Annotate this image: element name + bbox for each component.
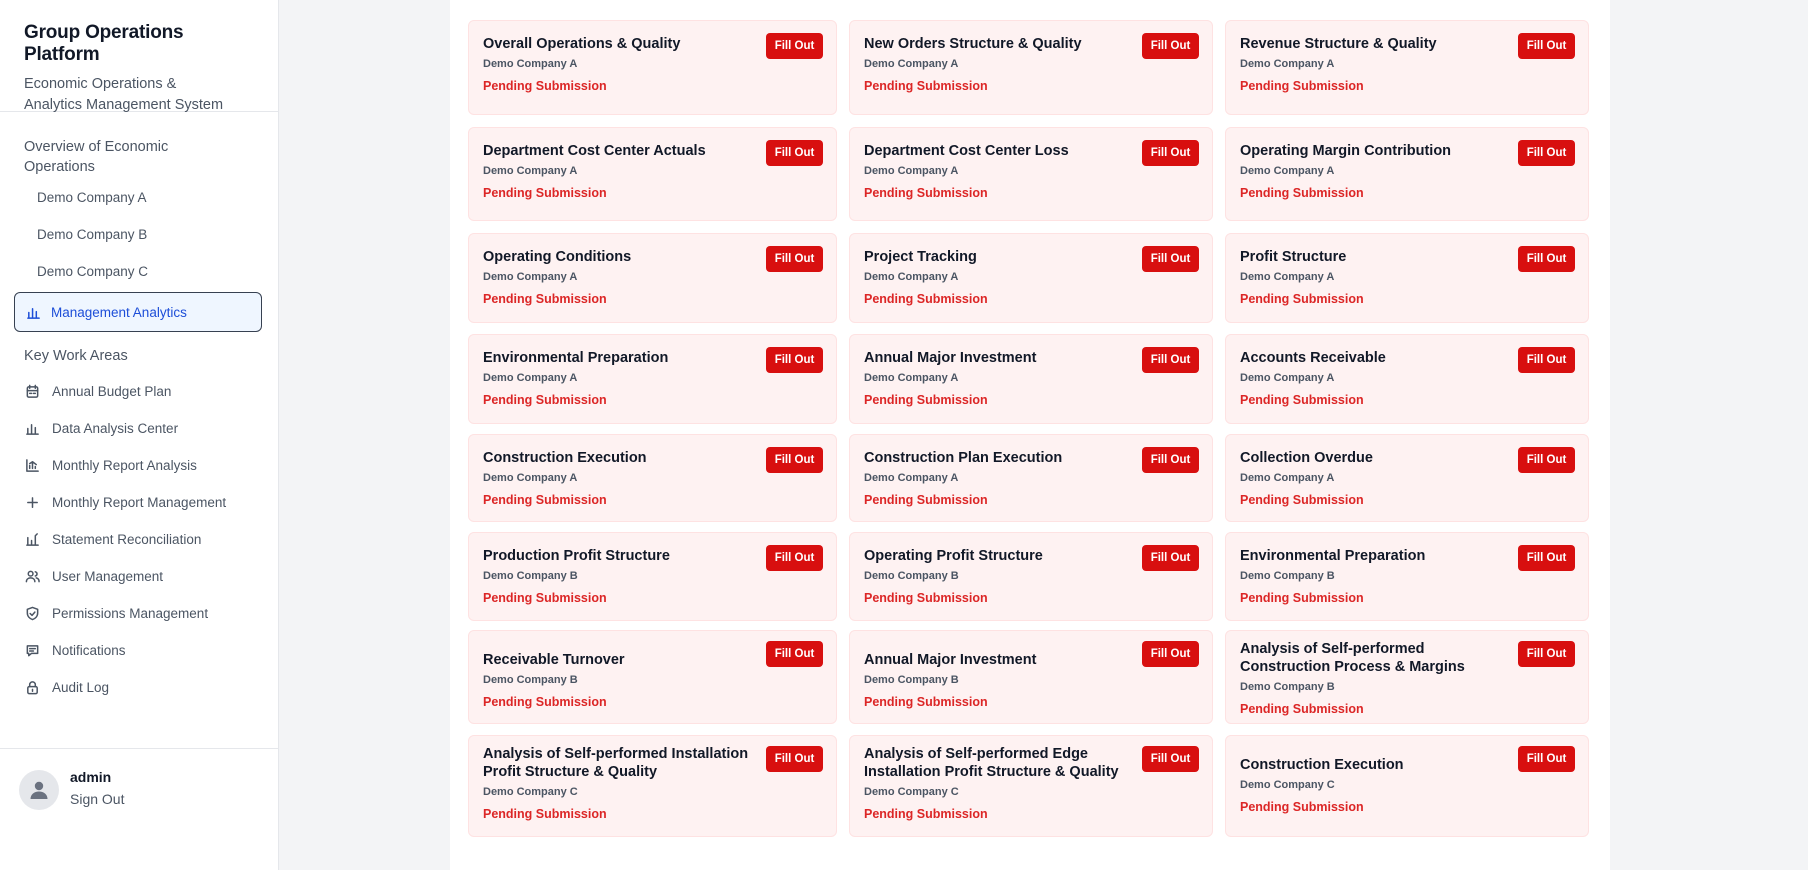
card-company: Demo Company A: [1240, 271, 1335, 283]
card-company: Demo Company C: [864, 786, 959, 798]
card-company: Demo Company A: [864, 58, 959, 70]
sidebar-item-demo-company-a[interactable]: Demo Company A: [37, 190, 147, 205]
form-card: [1225, 434, 1589, 522]
card-company: Demo Company A: [483, 372, 578, 384]
status-badge: Pending Submission: [864, 393, 988, 407]
status-badge: Pending Submission: [1240, 702, 1364, 716]
status-badge: Pending Submission: [864, 493, 988, 507]
sidebar-item-demo-company-c[interactable]: Demo Company C: [37, 264, 149, 279]
fill-out-button[interactable]: Fill Out: [766, 447, 823, 473]
fill-out-button[interactable]: Fill Out: [1142, 140, 1199, 166]
status-badge: Pending Submission: [1240, 79, 1364, 93]
form-card: [1225, 233, 1589, 323]
fill-out-button[interactable]: Fill Out: [1518, 746, 1575, 772]
status-badge: Pending Submission: [483, 695, 607, 709]
sidebar-item-management-analytics[interactable]: [14, 292, 262, 332]
card-company: Demo Company B: [1240, 570, 1335, 582]
status-badge: Pending Submission: [1240, 591, 1364, 605]
card-company: Demo Company A: [864, 472, 959, 484]
card-title: Analysis of Self-performed Edge Installation Profit Structure & Quality: [864, 746, 1119, 780]
form-card: [468, 434, 837, 522]
form-card: [849, 127, 1213, 221]
card-company: Demo Company C: [1240, 779, 1335, 791]
sidebar-item-label: Notifications: [52, 642, 126, 658]
sidebar-item-permissions-management[interactable]: [24, 605, 208, 621]
card-company: Demo Company A: [483, 58, 578, 70]
work-areas-section-title: Key Work Areas: [24, 348, 128, 364]
plus-icon: [24, 494, 40, 510]
fill-out-button[interactable]: Fill Out: [1142, 347, 1199, 373]
status-badge: Pending Submission: [864, 186, 988, 200]
bar-chart-icon: [25, 304, 41, 320]
fill-out-button[interactable]: Fill Out: [1518, 33, 1575, 59]
card-title: Operating Margin Contribution: [1240, 143, 1452, 159]
fill-out-button[interactable]: Fill Out: [1142, 33, 1199, 59]
form-card: [468, 127, 837, 221]
form-card: [468, 20, 837, 115]
card-company: Demo Company B: [864, 674, 959, 686]
fill-out-button[interactable]: Fill Out: [766, 33, 823, 59]
card-company: Demo Company A: [864, 271, 959, 283]
reconcile-chart-icon: [24, 531, 40, 547]
sidebar-item-user-management[interactable]: [24, 568, 163, 584]
overview-section: [0, 137, 230, 177]
card-company: Demo Company B: [864, 570, 959, 582]
fill-out-button[interactable]: Fill Out: [1518, 347, 1575, 373]
sidebar-item-notifications[interactable]: [24, 642, 126, 658]
status-badge: Pending Submission: [483, 591, 607, 605]
card-company: Demo Company B: [1240, 681, 1335, 693]
user-name: admin: [70, 769, 112, 785]
card-title: Overall Operations & Quality: [483, 36, 681, 52]
status-badge: Pending Submission: [483, 186, 607, 200]
card-company: Demo Company C: [483, 786, 578, 798]
status-badge: Pending Submission: [864, 79, 988, 93]
fill-out-button[interactable]: Fill Out: [1142, 246, 1199, 272]
sidebar-item-label: Audit Log: [52, 679, 110, 695]
form-card: [849, 735, 1213, 837]
card-title: Annual Major Investment: [864, 350, 1037, 366]
sidebar-item-data-analysis-center[interactable]: [24, 420, 178, 436]
card-title: Analysis of Self-performed Construction Process & Margins: [1240, 641, 1465, 675]
sidebar-item-label: Monthly Report Management: [52, 494, 227, 510]
sidebar-item-label: Monthly Report Analysis: [52, 457, 197, 473]
card-title: Collection Overdue: [1240, 450, 1373, 466]
card-title: Construction Execution: [1240, 757, 1404, 773]
sidebar: [0, 0, 279, 870]
card-title: Project Tracking: [864, 249, 977, 265]
card-title: Revenue Structure & Quality: [1240, 36, 1437, 52]
lock-icon: [24, 679, 40, 695]
chart-analysis-icon: [24, 457, 40, 473]
bar-chart-icon: [24, 420, 40, 436]
card-company: Demo Company B: [483, 570, 578, 582]
card-title: Annual Major Investment: [864, 652, 1037, 668]
sidebar-item-label: Annual Budget Plan: [52, 383, 172, 399]
status-badge: Pending Submission: [1240, 186, 1364, 200]
sidebar-item-label: Statement Reconciliation: [52, 531, 202, 547]
form-card: [468, 735, 837, 837]
card-company: Demo Company A: [1240, 165, 1335, 177]
card-company: Demo Company A: [483, 271, 578, 283]
fill-out-button[interactable]: Fill Out: [766, 641, 823, 667]
card-title: Operating Profit Structure: [864, 548, 1043, 564]
users-icon: [24, 568, 40, 584]
sign-out-link[interactable]: Sign Out: [70, 791, 125, 807]
card-company: Demo Company B: [483, 674, 578, 686]
sidebar-item-monthly-report-management[interactable]: [24, 494, 226, 510]
card-company: Demo Company A: [483, 165, 578, 177]
status-badge: Pending Submission: [1240, 393, 1364, 407]
user-avatar-icon: [19, 770, 59, 810]
card-title: Department Cost Center Loss: [864, 143, 1069, 159]
card-company: Demo Company A: [483, 472, 578, 484]
sidebar-item-label: Data Analysis Center: [52, 420, 179, 436]
fill-out-button[interactable]: Fill Out: [1142, 447, 1199, 473]
card-title: Accounts Receivable: [1240, 350, 1386, 366]
card-company: Demo Company A: [1240, 58, 1335, 70]
fill-out-button[interactable]: Fill Out: [1518, 246, 1575, 272]
form-card: [468, 630, 837, 724]
message-icon: [24, 642, 40, 658]
calendar-icon: [24, 383, 40, 399]
fill-out-button[interactable]: Fill Out: [1142, 545, 1199, 571]
sidebar-item-demo-company-b[interactable]: Demo Company B: [37, 227, 148, 242]
card-title: Production Profit Structure: [483, 548, 670, 564]
sidebar-item-monthly-report-analysis[interactable]: [24, 457, 197, 473]
status-badge: Pending Submission: [483, 493, 607, 507]
fill-out-button[interactable]: Fill Out: [766, 140, 823, 166]
card-title: Environmental Preparation: [1240, 548, 1426, 564]
fill-out-button[interactable]: Fill Out: [1518, 545, 1575, 571]
main-content: [450, 0, 1610, 870]
fill-out-button[interactable]: Fill Out: [1518, 140, 1575, 166]
form-card: [849, 630, 1213, 724]
status-badge: Pending Submission: [864, 695, 988, 709]
status-badge: Pending Submission: [864, 807, 988, 821]
overview-section-title: Overview of Economic Operations: [24, 139, 169, 175]
card-title: Profit Structure: [1240, 249, 1347, 265]
app-title: Group Operations Platform: [24, 22, 184, 65]
fill-out-button[interactable]: Fill Out: [766, 246, 823, 272]
form-card: [1225, 735, 1589, 837]
card-title: Construction Plan Execution: [864, 450, 1063, 466]
card-title: New Orders Structure & Quality: [864, 36, 1082, 52]
form-card: [849, 233, 1213, 323]
sidebar-item-annual-budget-plan[interactable]: [24, 383, 171, 399]
card-title: Analysis of Self-performed Installation Profit Structure & Quality: [483, 746, 749, 780]
status-badge: Pending Submission: [1240, 800, 1364, 814]
form-card: [849, 434, 1213, 522]
status-badge: Pending Submission: [1240, 493, 1364, 507]
status-badge: Pending Submission: [1240, 292, 1364, 306]
form-card: [1225, 532, 1589, 621]
fill-out-button[interactable]: Fill Out: [1142, 641, 1199, 667]
fill-out-button[interactable]: Fill Out: [1518, 447, 1575, 473]
form-card: [849, 532, 1213, 621]
form-card: [468, 532, 837, 621]
fill-out-button[interactable]: Fill Out: [766, 347, 823, 373]
fill-out-button[interactable]: Fill Out: [1518, 641, 1575, 667]
card-title: Operating Conditions: [483, 249, 632, 265]
form-card: [849, 334, 1213, 424]
form-card: [1225, 630, 1589, 724]
status-badge: Pending Submission: [864, 292, 988, 306]
user-panel: [0, 748, 279, 870]
form-card: [1225, 127, 1589, 221]
card-title: Department Cost Center Actuals: [483, 143, 706, 159]
form-card: [1225, 20, 1589, 115]
card-title: Construction Execution: [483, 450, 647, 466]
status-badge: Pending Submission: [483, 807, 607, 821]
card-company: Demo Company A: [1240, 372, 1335, 384]
card-company: Demo Company A: [864, 372, 959, 384]
sidebar-item-audit-log[interactable]: [24, 679, 109, 695]
fill-out-button[interactable]: Fill Out: [1142, 746, 1199, 772]
form-card: [468, 334, 837, 424]
card-title: Environmental Preparation: [483, 350, 669, 366]
form-card: [1225, 334, 1589, 424]
sidebar-item-label: Permissions Management: [52, 605, 209, 621]
status-badge: Pending Submission: [483, 79, 607, 93]
card-title: Receivable Turnover: [483, 652, 625, 668]
form-card: [849, 20, 1213, 115]
shield-icon: [24, 605, 40, 621]
sidebar-item-statement-reconciliation[interactable]: [24, 531, 201, 547]
sidebar-item-label: User Management: [52, 568, 164, 584]
app-subtitle: Economic Operations & Analytics Management System: [24, 76, 224, 113]
status-badge: Pending Submission: [483, 393, 607, 407]
card-company: Demo Company A: [1240, 472, 1335, 484]
fill-out-button[interactable]: Fill Out: [766, 545, 823, 571]
status-badge: Pending Submission: [483, 292, 607, 306]
status-badge: Pending Submission: [864, 591, 988, 605]
fill-out-button[interactable]: Fill Out: [766, 746, 823, 772]
card-company: Demo Company A: [864, 165, 959, 177]
brand-header: [0, 0, 278, 112]
sidebar-item-label: Management Analytics: [51, 304, 187, 320]
form-card: [468, 233, 837, 323]
